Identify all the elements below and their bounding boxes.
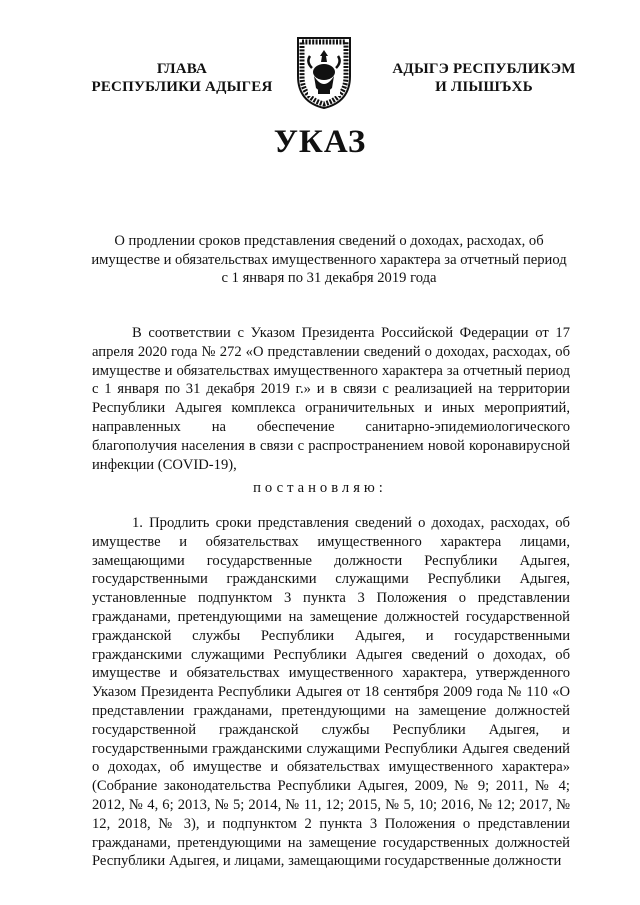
preamble-paragraph: В соответствии с Указом Президента Российской Федерации от 17 апреля 2020 года № 272 «О представлении сведений о доходах, расходах, об имуществе и обязательствах имущественного характера за отчетный период с 1 января по 31 декабря 2019 г.» и в связи с реализацией на территории Республики Адыгея комплекса ограничительных и иных мероприятий, направленных на обеспечение санитарно-эпидемиологического благополучия населения в связи с распространением новой коронавирусной инфекции (COVID-19), [92, 325, 570, 473]
issuer-line-2-adyghe: И ЛІЫШЪХЬ [435, 79, 533, 95]
item-1-paragraph: 1. Продлить сроки представления сведений о доходах, расходах, об имуществе и обязательствах имущественного характера лицами, замещающими государственные должности Республики Адыгея, государственными гражданскими служащими Республики Адыгея, установленные подпунктом 3 пункта 3 Положения о представлении гражданами, претендующими на замещение должностей государственной гражданской службы Республики Адыгея, и государственными гражданскими служащими Республики Адыгея сведений о доходах, об имуществе и обязательствах имущественного характера, утвержденного Указом Президента Республики Адыгея от 18 сентября 2009 года № 110 «О представлении гражданами, претендующими на замещение должностей государственной гражданской службы Республики Адыгея, и государственными гражданскими служащими Республики Адыгея сведений о доходах, об имуществе и обязательствах имущественного характера» (Собрание законодательства Республики Адыгея, 2009, № 9; 2011, № 4; 2012, № 4, 6; 2013, № 5; 2014, № 11, 12; 2015, № 5, 10; 2016, № 12; 2017, № 12, 2018, № 3), и подпунктом 2 пункта 3 Положения о представлении гражданами, претендующими на замещение государственных должностей Республики Адыгея, и лицами, замещающими государственные должности [92, 515, 570, 870]
decree-word: постановляю: [253, 480, 387, 496]
issuer-title-russian [82, 60, 282, 96]
coat-of-arms-icon [292, 32, 356, 112]
issuer-title-adyghe [384, 60, 584, 96]
issuer-line-2: РЕСПУБЛИКИ АДЫГЕЯ [91, 79, 273, 95]
issuer-line-1-adyghe: АДЫГЭ РЕСПУБЛИКЭМ [392, 61, 576, 77]
document-title: УКАЗ [273, 124, 367, 160]
document-subject: О продлении сроков представления сведений о доходах, расходах, об имуществе и обязательствах имущественного характера за отчетный период с 1 января по 31 декабря 2019 года [91, 233, 567, 286]
issuer-line-1: ГЛАВА [156, 61, 208, 77]
